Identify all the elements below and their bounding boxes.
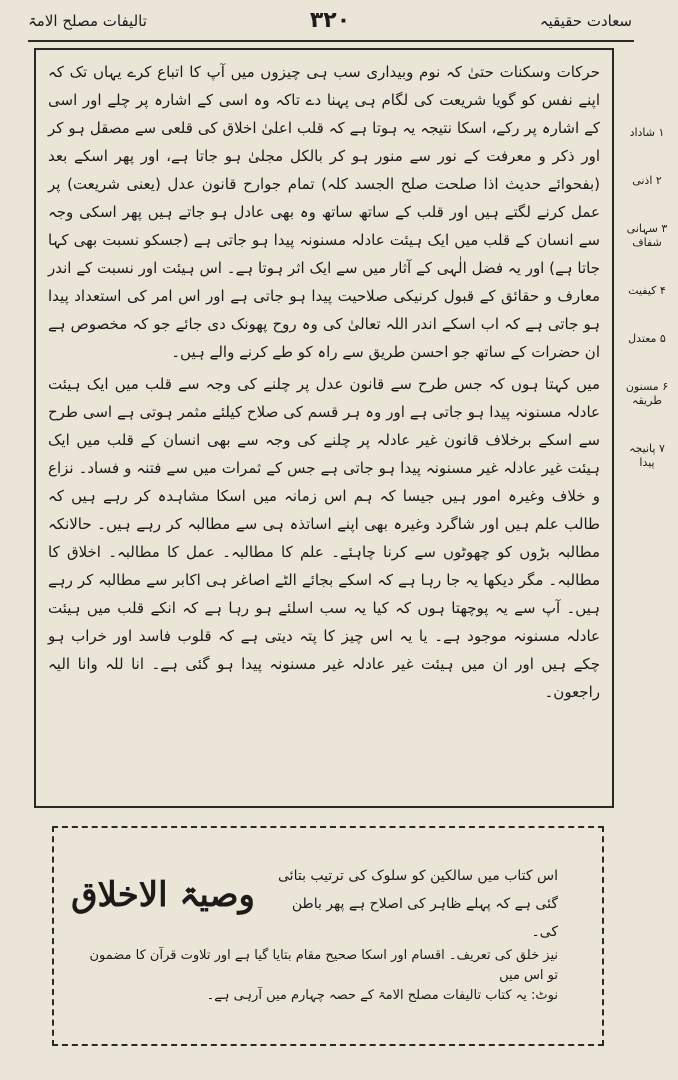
margin-note: ۴ کیفیت bbox=[628, 284, 666, 297]
header-divider bbox=[28, 40, 634, 42]
margin-note: ۳ سہانی شفاف bbox=[626, 222, 668, 249]
advert-description: اس کتاب میں سالکین کو سلوک کی ترتیب بتائی گئی ہے کہ پہلے ظاہر کی اصلاح ہے پھر باطن کی۔ bbox=[278, 868, 558, 940]
advert-note: نوٹ: یہ کتاب تالیفات مصلح الامۃ کے حصہ چہارم میں آرہی ہے۔ bbox=[206, 988, 558, 1003]
margin-notes bbox=[620, 126, 674, 504]
advert-title: وصیۃ الاخلاق bbox=[71, 875, 255, 915]
advert-line: نیز خلق کی تعریف۔ اقسام اور اسکا صحیح مقام بتایا گیا ہے اور تلاوت قرآن کا مضمون تو اس میں bbox=[89, 948, 558, 983]
paragraph-1: حرکات وسکنات حتیٰ کہ نوم وبیداری سب ہی چیزوں میں آپ کا اتباع کرے یہاں تک کہ اپنے نفس کو گویا شریعت کی لگام ہی پہنا دے تاکہ وہ اسی کے اشارہ پر چلے اور اسی کے اشارہ پر رکے، اسکا نتیجہ یہ ہوتا ہے کہ قلب اعلیٰ اخلاق کی قلعی سے مصقل ہو کر اور ذکر و معرفت کے نور سے منور ہو کر بالکل مجلیٰ ہو جاتا ہے، اور پھر اسکے بعد (بفحوائے حدیث اذا صلحت صلح الجسد کلہ) تمام جوارح قانون عدل (یعنی شریعت) پر عمل کرنے لگتے ہیں اور قلب کے ساتھ ساتھ وہ بھی عادل ہو جاتے ہیں پھر اسکی وجہ سے انسان کے قلب میں ایک ہیئت عادلہ مسنونہ پیدا ہو جاتی ہے (جسکو نسبت بھی کہا جاتا ہے) اور یہ فضل الٰہی کے آثار میں سے ایک اثر ہوتا ہے۔ اس ہیئت اور نسبت کے اندر معارف و حقائق کے قبول کرنیکی صلاحیت پیدا ہو جاتی ہے اور اس امر کی استعداد پیدا ہو جاتی ہے کہ اب اسکے اندر اللہ تعالیٰ کی وہ روح پھونک دی جائے جو کہ مخصوص ہے ان حضرات کے ساتھ جو احسن طریق سے راہ کو طے کرنے والے ہیں۔ bbox=[48, 63, 600, 361]
margin-note: ۷ پانیجہ پیدا bbox=[629, 442, 665, 469]
margin-note: ۶ مسنون طریقہ bbox=[625, 380, 669, 407]
page-header bbox=[28, 10, 632, 36]
chapter-title: سعادت حقیقیہ bbox=[539, 12, 632, 30]
margin-note: ۵ معتدل bbox=[628, 332, 666, 345]
paragraph-2: میں کہتا ہوں کہ جس طرح سے قانون عدل پر چلنے کی وجہ سے قلب میں ایک ہیئت عادلہ مسنونہ پیدا ہو جاتی ہے اور وہ ہر قسم کی صلاح کیلئے مثمر ہوتی ہے اسی طرح سے اسکے برخلاف قانون غیر عادلہ پر چلنے کی وجہ سے بھی انسان کے قلب میں ایک ہیئت غیر عادلہ غیر مسنونہ پیدا ہو جاتی ہے جس کے ثمرات میں سے فتنہ و فساد۔ نزاع و خلاف وغیرہ امور ہیں جیسا کہ ہم اس زمانہ میں اسکا مشاہدہ کر رہے ہیں کہ طالب علم ہیں اور شاگرد وغیرہ بھی اپنے اساتذہ ہی سے مطالبہ کر رہے ہیں۔ حالانکہ مطالبہ بڑوں کو چھوٹوں سے کرنا چاہئے۔ علم کا مطالبہ۔ عمل کا مطالبہ۔ اخلاق کا مطالبہ۔ مگر دیکھا یہ جا رہا ہے کہ اسکے بجائے الٹے اصاغر ہی اکابر سے مطالبہ کر رہے ہیں۔ آپ سے یہ پوچھتا ہوں کہ کیا یہ سب اسلئے ہو رہا ہے کہ انکے قلب میں ہیئت عادلہ مسنونہ موجود ہے۔ یا یہ اس چیز کا پتہ دیتی ہے کہ قلوب فاسد اور خراب ہو چکے ہیں اور ان میں ہیئت غیر عادلہ غیر مسنونہ پیدا ہو گئی ہے۔ انا للہ وانا الیہ راجعون۔ bbox=[48, 375, 600, 701]
margin-note: ۱ شاداد bbox=[629, 126, 665, 139]
book-advert-box bbox=[52, 826, 604, 1046]
series-title: تالیفات مصلح الامۃ bbox=[28, 12, 147, 30]
page-number: ۳۲۰ bbox=[309, 8, 351, 33]
margin-note: ۲ اذنی bbox=[632, 174, 662, 187]
main-text-box bbox=[34, 48, 614, 808]
